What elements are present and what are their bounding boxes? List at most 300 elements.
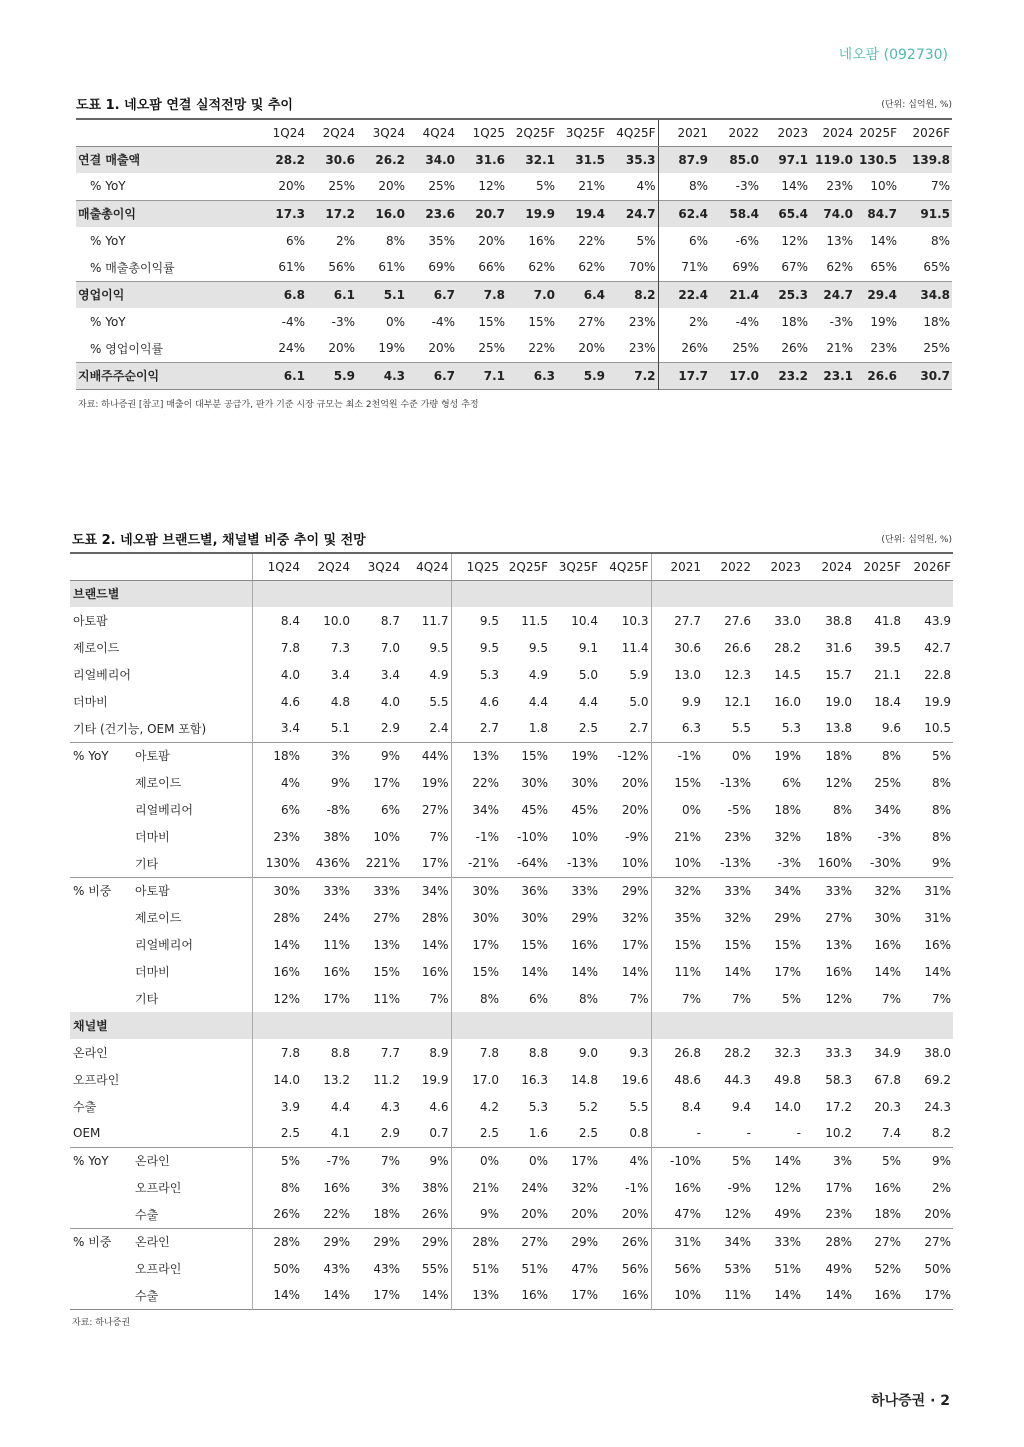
table2-sub-label: 아토팜	[132, 877, 252, 904]
table2-cell: 29%	[600, 877, 651, 904]
table2-cell: 29%	[302, 1228, 352, 1255]
table2-cell: 26.8	[674, 1045, 701, 1060]
table1-cell: 13%	[826, 233, 853, 248]
table1-cell: 10%	[870, 179, 897, 194]
table2-col-header: 2Q25F	[501, 553, 550, 580]
table2-cell: 14.5	[774, 667, 801, 682]
table2-row-label: 기타 (건기능, OEM 포함)	[70, 715, 252, 742]
table2-cell: 56%	[600, 1255, 651, 1282]
table2-section-cell	[600, 1012, 651, 1039]
table2-cell: 7%	[402, 985, 451, 1012]
table2-row-label: 오프라인	[70, 1066, 252, 1093]
table1-cell: 2%	[688, 314, 708, 329]
table2-row	[70, 1255, 953, 1282]
table1-cell: -4%	[281, 314, 305, 329]
table2-cell: 19.6	[600, 1066, 651, 1093]
table2-section-cell	[402, 580, 451, 607]
table1-cell: 32.1	[507, 146, 557, 173]
table2-cell: 7%	[881, 991, 901, 1006]
table2-cell: -1%	[600, 1174, 651, 1201]
table1-row-label: 영업이익	[76, 281, 260, 308]
table2-cell: 16%	[521, 1288, 548, 1303]
table1-col-header: 2Q24	[307, 119, 357, 146]
table1-col-header: 3Q24	[357, 119, 407, 146]
table2-cell: 14%	[521, 964, 548, 979]
table2-cell: 7%	[731, 991, 751, 1006]
table2-cell: 16%	[600, 1282, 651, 1309]
table2-cell: 17%	[472, 937, 499, 952]
table2-cell: 14.0	[273, 1072, 300, 1087]
table2-cell: 22%	[472, 775, 499, 790]
table1-cell: 25%	[732, 341, 759, 356]
table2-cell: 5.2	[578, 1099, 598, 1114]
table2-cell: 30%	[472, 910, 499, 925]
table1-cell: 8%	[930, 233, 950, 248]
table2-cell: 38.0	[924, 1045, 951, 1060]
table2-cell: 8%	[931, 802, 951, 817]
table1-title: 도표 1. 네오팜 연결 실적전망 및 추이	[76, 98, 293, 113]
table2-cell: 0%	[451, 1147, 501, 1174]
table2-section-cell	[903, 1012, 953, 1039]
table2-cell: 18%	[874, 1207, 901, 1222]
table2-cell: 2.5	[578, 1126, 598, 1141]
table2-cell: 16%	[924, 937, 951, 952]
table2-cell: -	[746, 1126, 751, 1141]
table1-cell: 14%	[781, 179, 808, 194]
table1-cell: 130.5	[855, 146, 899, 173]
table2-section-cell	[600, 580, 651, 607]
table2-cell: 9%	[479, 1207, 499, 1222]
table2-cell: -3%	[777, 856, 801, 871]
table1-cell: 23%	[826, 179, 853, 194]
table2-cell: 17%	[373, 1288, 400, 1303]
table2-cell: -10%	[516, 829, 548, 844]
table2-cell: 12%	[825, 775, 852, 790]
table1-cell: 61%	[278, 260, 305, 275]
table2-cell: 14%	[924, 964, 951, 979]
table2-cell: 33.3	[825, 1045, 852, 1060]
table2-col-header: 2Q24	[302, 553, 352, 580]
table1-cell: 29.4	[855, 281, 899, 308]
table1-col-header: 2023	[761, 119, 810, 146]
table2-cell: 43.9	[924, 613, 951, 628]
table2-row	[70, 1174, 953, 1201]
table2-cell: 47%	[571, 1261, 598, 1276]
table2-cell: 50%	[273, 1261, 300, 1276]
table2-row	[70, 769, 953, 796]
table1-cell: 17.2	[307, 200, 357, 227]
table2-cell: -3%	[877, 829, 901, 844]
table2-cell: -5%	[727, 802, 751, 817]
table2-section-cell	[803, 580, 854, 607]
table2-cell: 5%	[903, 742, 953, 769]
table1-cell: 8%	[688, 179, 708, 194]
table2-cell: 20%	[924, 1207, 951, 1222]
table2-cell: 21%	[674, 829, 701, 844]
table2-cell: 32%	[854, 877, 903, 904]
table2-cell: 10%	[674, 856, 701, 871]
table2-cell: 55%	[402, 1255, 451, 1282]
table1-cell: 69%	[732, 260, 759, 275]
table2-cell: 47%	[674, 1207, 701, 1222]
table2-group-label: % 비중	[70, 1228, 132, 1255]
table2-group-label	[70, 1174, 132, 1201]
table2-cell: 26%	[600, 1228, 651, 1255]
table2-cell: 33%	[703, 877, 753, 904]
table2-cell: 11%	[323, 937, 350, 952]
table1-cell: 7.8	[457, 281, 507, 308]
table2-cell: 8%	[280, 1180, 300, 1195]
table2-cell: 14%	[874, 964, 901, 979]
table2-brand-channel-breakdown	[70, 552, 953, 1310]
table2-cell: 51%	[774, 1261, 801, 1276]
table1-cell: 20%	[578, 341, 605, 356]
page-footer: 하나증권 · 2	[871, 1393, 950, 1409]
table2-unit: (단위: 십억원, %)	[881, 535, 952, 545]
table2-group-label	[70, 904, 132, 931]
table2-cell: 16.0	[774, 694, 801, 709]
table1-cell: 67%	[781, 260, 808, 275]
table2-cell: 14%	[600, 958, 651, 985]
table2-cell: 14%	[825, 1288, 852, 1303]
table2-cell: 16%	[571, 937, 598, 952]
table2-cell: 56%	[674, 1261, 701, 1276]
table2-cell: 28%	[451, 1228, 501, 1255]
table2-cell: 6%	[380, 802, 400, 817]
table2-cell: 7.8	[280, 640, 300, 655]
table2-cell: 9.0	[578, 1045, 598, 1060]
table1-cell: 24.7	[810, 281, 855, 308]
table2-cell: 17%	[550, 1147, 600, 1174]
table1-cell: 62%	[578, 260, 605, 275]
table2-cell: 45%	[521, 802, 548, 817]
table2-row	[70, 1066, 953, 1093]
table2-cell: 10%	[571, 829, 598, 844]
table2-row	[70, 877, 953, 904]
table2-cell: 9%	[903, 1147, 953, 1174]
table2-cell: 14%	[273, 937, 300, 952]
table2-cell: 17%	[402, 850, 451, 877]
table2-cell: 51%	[521, 1261, 548, 1276]
table2-cell: 27%	[825, 910, 852, 925]
table1-col-header: 4Q24	[407, 119, 457, 146]
table2-cell: 8%	[479, 991, 499, 1006]
table2-cell: 9.4	[731, 1099, 751, 1114]
table2-cell: 8.9	[402, 1039, 451, 1066]
table2-cell: 49%	[774, 1207, 801, 1222]
table1-cell: 25%	[328, 179, 355, 194]
table1-cell: 58.4	[710, 200, 761, 227]
table2-cell: 9%	[402, 1147, 451, 1174]
table2-cell: 10%	[674, 1288, 701, 1303]
table2-cell: 9.3	[600, 1039, 651, 1066]
table2-cell: 18%	[252, 742, 302, 769]
table2-cell: 14%	[571, 964, 598, 979]
table2-col-header: 3Q24	[352, 553, 402, 580]
table2-sub-label: 아토팜	[132, 742, 252, 769]
table2-cell: 9%	[931, 856, 951, 871]
table2-cell: 13.0	[674, 667, 701, 682]
table2-group-label	[70, 958, 132, 985]
table1-cell: 65.4	[761, 200, 810, 227]
table2-cell: 9.6	[881, 721, 901, 736]
table2-section-cell	[302, 580, 352, 607]
table1-cell: 97.1	[761, 146, 810, 173]
table2-cell: 11.7	[402, 607, 451, 634]
table2-sub-label: 기타	[132, 850, 252, 877]
table2-col-header: 1Q25	[451, 553, 501, 580]
table2-cell: 44.3	[724, 1072, 751, 1087]
table2-sub-label: 오프라인	[132, 1174, 252, 1201]
table2-cell: 7.8	[479, 1045, 499, 1060]
table2-cell: 1.6	[528, 1126, 548, 1141]
table2-cell: 24%	[521, 1180, 548, 1195]
table2-cell: 8%	[854, 742, 903, 769]
table2-cell: 28.2	[724, 1045, 751, 1060]
table1-cell: 28.2	[260, 146, 307, 173]
table2-cell: 12.1	[724, 694, 751, 709]
table1-cell: 19%	[870, 314, 897, 329]
table1-row-label: 연결 매출액	[76, 146, 260, 173]
table1-cell: 25%	[428, 179, 455, 194]
table1-cell: 5%	[607, 227, 658, 254]
table2-col-header: 4Q24	[402, 553, 451, 580]
table1-cell: 7.0	[507, 281, 557, 308]
table1-cell: -3%	[735, 179, 759, 194]
table2-cell: 33%	[753, 1228, 803, 1255]
table2-cell: 48.6	[674, 1072, 701, 1087]
table2-cell: 5%	[703, 1147, 753, 1174]
table1-cell: 5.9	[557, 362, 607, 389]
table1-cell: 66%	[478, 260, 505, 275]
table2-cell: 18%	[373, 1207, 400, 1222]
table2-cell: 27%	[501, 1228, 550, 1255]
table2-cell: 5.0	[600, 688, 651, 715]
table2-cell: 21.1	[874, 667, 901, 682]
table2-cell: 18%	[825, 829, 852, 844]
table2-group-label: % YoY	[70, 1147, 132, 1174]
table2-section-cell	[854, 580, 903, 607]
table2-cell: 31%	[651, 1228, 703, 1255]
table1-col-header: 2Q25F	[507, 119, 557, 146]
table2-cell: 7%	[402, 823, 451, 850]
table1-cell: 31.6	[457, 146, 507, 173]
table2-cell: 30%	[451, 877, 501, 904]
table2-cell: 32%	[724, 910, 751, 925]
table2-cell: 3.4	[280, 721, 300, 736]
table2-row	[70, 661, 953, 688]
company-code-header: 네오팜 (092730)	[838, 47, 948, 63]
table2-row	[70, 823, 953, 850]
table2-cell: 17%	[600, 931, 651, 958]
table2-cell: 32%	[600, 904, 651, 931]
table1-cell: 65%	[923, 260, 950, 275]
table1-header-blank	[76, 119, 260, 146]
table2-cell: 3.4	[380, 667, 400, 682]
table2-cell: 20%	[521, 1207, 548, 1222]
table2-cell: 7.3	[330, 640, 350, 655]
table2-section-cell	[903, 580, 953, 607]
table2-cell: 221%	[365, 856, 400, 871]
table2-cell: 20%	[600, 1201, 651, 1228]
table2-cell: 436%	[315, 856, 350, 871]
table1-cell: 21%	[826, 341, 853, 356]
table1-col-header: 1Q24	[260, 119, 307, 146]
table2-cell: 8.7	[380, 613, 400, 628]
table2-section-cell	[252, 1012, 302, 1039]
table1-earnings-forecast	[76, 118, 952, 390]
table2-cell: 8.4	[280, 613, 300, 628]
table2-cell: 12%	[273, 991, 300, 1006]
table2-cell: 14%	[402, 931, 451, 958]
table1-cell: 23%	[870, 341, 897, 356]
table1-row-label: % YoY	[90, 314, 126, 329]
table2-section-cell	[703, 1012, 753, 1039]
table2-row	[70, 985, 953, 1012]
table2-cell: 20%	[571, 1207, 598, 1222]
table1-cell: -3%	[331, 314, 355, 329]
table2-cell: 2.5	[280, 1126, 300, 1141]
table2-cell: 18.4	[874, 694, 901, 709]
table2-sub-label: 더마비	[132, 823, 252, 850]
table2-row	[70, 904, 953, 931]
table2-cell: 11.4	[600, 634, 651, 661]
table2-header-row	[70, 553, 953, 580]
table1-cell: 7%	[930, 179, 950, 194]
table1-cell: 62.4	[658, 200, 710, 227]
table1-col-header: 2026F	[899, 119, 952, 146]
table2-cell: 16%	[874, 1180, 901, 1195]
table2-cell: 4.4	[330, 1099, 350, 1114]
table1-cell: 2%	[335, 233, 355, 248]
table1-cell: 91.5	[899, 200, 952, 227]
table2-row	[70, 796, 953, 823]
table2-col-header: 2021	[651, 553, 703, 580]
table1-cell: 6.7	[407, 281, 457, 308]
table2-cell: 14.8	[571, 1072, 598, 1087]
table2-cell: -30%	[869, 856, 901, 871]
table1-row-label: 매출총이익	[76, 200, 260, 227]
table1-row	[76, 254, 952, 281]
table2-cell: 14%	[323, 1288, 350, 1303]
table2-row	[70, 931, 953, 958]
table2-section-cell	[302, 1012, 352, 1039]
table2-cell: 30.6	[674, 640, 701, 655]
table2-cell: 32%	[571, 1180, 598, 1195]
table2-cell: 5%	[854, 1147, 903, 1174]
table1-cell: 16%	[528, 233, 555, 248]
table1-cell: 20%	[428, 341, 455, 356]
table2-sub-label: 오프라인	[132, 1255, 252, 1282]
table2-cell: 42.7	[924, 640, 951, 655]
table2-cell: 34%	[753, 877, 803, 904]
table2-cell: 7%	[352, 1147, 402, 1174]
table2-section-cell	[402, 1012, 451, 1039]
table1-cell: 14%	[870, 233, 897, 248]
table2-cell: 27.7	[674, 613, 701, 628]
table2-cell: 5%	[781, 991, 801, 1006]
table1-cell: 6%	[688, 233, 708, 248]
table2-cell: 23%	[724, 829, 751, 844]
table1-cell: 18%	[781, 314, 808, 329]
table2-cell: 27%	[854, 1228, 903, 1255]
table2-cell: 5.3	[479, 667, 499, 682]
table1-row-label: % YoY	[90, 179, 126, 194]
table2-group-label	[70, 985, 132, 1012]
table1-row	[76, 200, 952, 227]
table2-cell: 2.7	[479, 721, 499, 736]
table1-cell: 23%	[607, 335, 658, 362]
table2-cell: -	[696, 1126, 701, 1141]
table2-group-label	[70, 823, 132, 850]
table1-cell: 70%	[607, 254, 658, 281]
table2-cell: 5.5	[402, 688, 451, 715]
table2-cell: 28%	[402, 904, 451, 931]
table2-sub-label: 리얼베리어	[132, 796, 252, 823]
table1-cell: 19.4	[557, 200, 607, 227]
table2-group-label	[70, 1282, 132, 1309]
table2-row	[70, 850, 953, 877]
table2-cell: 34%	[703, 1228, 753, 1255]
table1-cell: 139.8	[899, 146, 952, 173]
table2-row	[70, 1039, 953, 1066]
table2-cell: 32.3	[774, 1045, 801, 1060]
table2-cell: -1%	[651, 742, 703, 769]
table2-cell: 14%	[273, 1288, 300, 1303]
table1-cell: 4%	[607, 173, 658, 200]
table2-cell: 4.2	[479, 1099, 499, 1114]
table2-section-cell	[451, 580, 501, 607]
table2-cell: -7%	[302, 1147, 352, 1174]
table1-cell: 8.2	[607, 281, 658, 308]
table2-cell: 34%	[472, 802, 499, 817]
table2-cell: 38.8	[825, 613, 852, 628]
table2-cell: 15%	[674, 937, 701, 952]
table2-cell: 6%	[528, 991, 548, 1006]
table2-cell: -9%	[600, 823, 651, 850]
table1-cell: 0%	[385, 314, 405, 329]
table1-cell: -4%	[735, 314, 759, 329]
table1-cell: 6.8	[260, 281, 307, 308]
table2-cell: 21%	[472, 1180, 499, 1195]
table2-cell: 14%	[753, 1147, 803, 1174]
table1-cell: 34.0	[407, 146, 457, 173]
table1-cell: 20.7	[457, 200, 507, 227]
table2-cell: 18%	[774, 802, 801, 817]
table1-row	[76, 362, 952, 389]
table2-group-label	[70, 1255, 132, 1282]
table2-cell: 7.7	[380, 1045, 400, 1060]
table2-cell: 13%	[373, 937, 400, 952]
table2-cell: 4.6	[479, 694, 499, 709]
table2-cell: 13%	[451, 742, 501, 769]
table2-cell: 7%	[600, 985, 651, 1012]
table2-cell: 3%	[803, 1147, 854, 1174]
table2-cell: 9%	[330, 775, 350, 790]
table2-cell: 14.0	[774, 1099, 801, 1114]
table2-cell: 17%	[924, 1288, 951, 1303]
table2-cell: -13%	[566, 856, 598, 871]
table2-cell: 33%	[302, 877, 352, 904]
table2-cell: 5%	[252, 1147, 302, 1174]
table2-cell: 15%	[472, 964, 499, 979]
table1-cell: 65%	[870, 260, 897, 275]
table2-cell: 6%	[280, 802, 300, 817]
table2-col-header: 2026F	[903, 553, 953, 580]
table1-cell: 71%	[681, 260, 708, 275]
table2-cell: 67.8	[874, 1072, 901, 1087]
table2-cell: 16%	[874, 937, 901, 952]
